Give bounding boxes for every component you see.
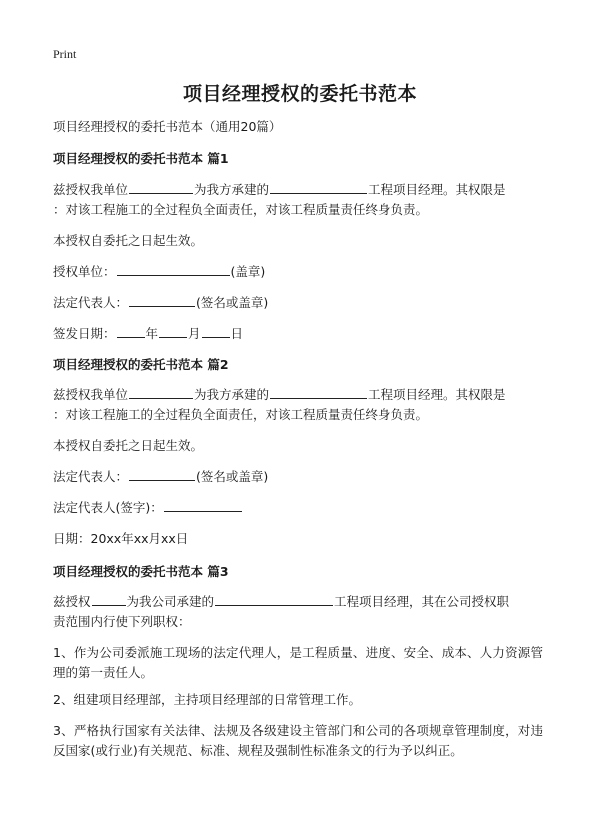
unit-line xyxy=(53,262,550,282)
document-subtitle: 项目经理授权的委托书范本（通用20篇） xyxy=(53,119,282,134)
text: 兹授权我单位 xyxy=(53,182,129,197)
duty-item-1: 1、作为公司委派施工现场的法定代理人，是工程质量、进度、安全、成本、人力资源管理的第一责任人。 xyxy=(53,645,543,680)
rep-label: 法定代表人： xyxy=(53,295,129,310)
blank-field xyxy=(117,262,230,276)
unit-label: 授权单位： xyxy=(53,264,116,279)
date-label: 签发日期： xyxy=(53,326,116,341)
text: 兹授权 xyxy=(53,594,91,609)
unit-suffix: (盖章) xyxy=(230,264,266,279)
rep-label: 法定代表人： xyxy=(53,469,129,484)
representative-line-1 xyxy=(53,293,550,313)
blank-field xyxy=(129,467,195,481)
section-heading-3: 项目经理授权的委托书范本 篇3 xyxy=(53,564,229,579)
effective-statement-2: 本授权自委托之日起生效。 xyxy=(53,438,204,453)
duty-item-3: 3、严格执行国家有关法律、法规及各级建设主管部门和公司的各项规章管理制度，对违反国家(或行业)有关规范、标准、规程及强制性标准条文的行为予以纠正。 xyxy=(53,723,543,758)
date-month: 月 xyxy=(188,326,201,341)
rep-suffix: (签名或盖章) xyxy=(196,295,269,310)
authorization-line-3 xyxy=(53,592,550,612)
blank-field xyxy=(270,385,367,399)
text: 为我方承建的 xyxy=(194,387,270,402)
authorization-continue-1: ：对该工程施工的全过程负全面责任，对该工程质量责任终身负责。 xyxy=(53,202,429,217)
rep-suffix: (签名或盖章) xyxy=(196,469,269,484)
text: 兹授权我单位 xyxy=(53,387,129,402)
authorization-continue-2: ：对该工程施工的全过程负全面责任，对该工程质量责任终身负责。 xyxy=(53,407,429,422)
issue-date-line xyxy=(53,324,550,344)
text: 工程项目经理。其权限是 xyxy=(368,182,506,197)
blank-field xyxy=(159,324,187,338)
date-line-2: 日期：20xx年xx月xx日 xyxy=(53,531,189,546)
rep-sign-label: 法定代表人(签字)： xyxy=(53,500,163,515)
blank-field xyxy=(117,324,145,338)
duty-item-2: 2、组建项目经理部，主持项目经理部的日常管理工作。 xyxy=(53,692,361,707)
blank-field xyxy=(129,180,193,194)
text: 工程项目经理，其在公司授权职 xyxy=(334,594,510,609)
effective-statement-1: 本授权自委托之日起生效。 xyxy=(53,233,204,248)
text: 工程项目经理。其权限是 xyxy=(368,387,506,402)
blank-field xyxy=(129,385,193,399)
section-heading-2: 项目经理授权的委托书范本 篇2 xyxy=(53,357,229,372)
print-link[interactable]: Print xyxy=(53,47,77,61)
representative-sign-line xyxy=(53,498,550,518)
blank-field xyxy=(129,293,195,307)
blank-field xyxy=(215,592,333,606)
text: 为我方承建的 xyxy=(194,182,270,197)
blank-field xyxy=(164,498,242,512)
blank-field xyxy=(92,592,126,606)
date-day: 日 xyxy=(230,326,244,341)
authorization-continue-3: 责范围内行使下列职权： xyxy=(53,614,191,629)
section-heading-1: 项目经理授权的委托书范本 篇1 xyxy=(53,151,229,166)
page-title: 项目经理授权的委托书范本 xyxy=(182,83,417,105)
representative-line-2 xyxy=(53,467,550,487)
text: 为我公司承建的 xyxy=(126,594,215,609)
blank-field xyxy=(202,324,230,338)
authorization-line-2 xyxy=(53,385,550,405)
date-year: 年 xyxy=(145,326,159,341)
authorization-line-1 xyxy=(53,180,550,200)
blank-field xyxy=(270,180,367,194)
